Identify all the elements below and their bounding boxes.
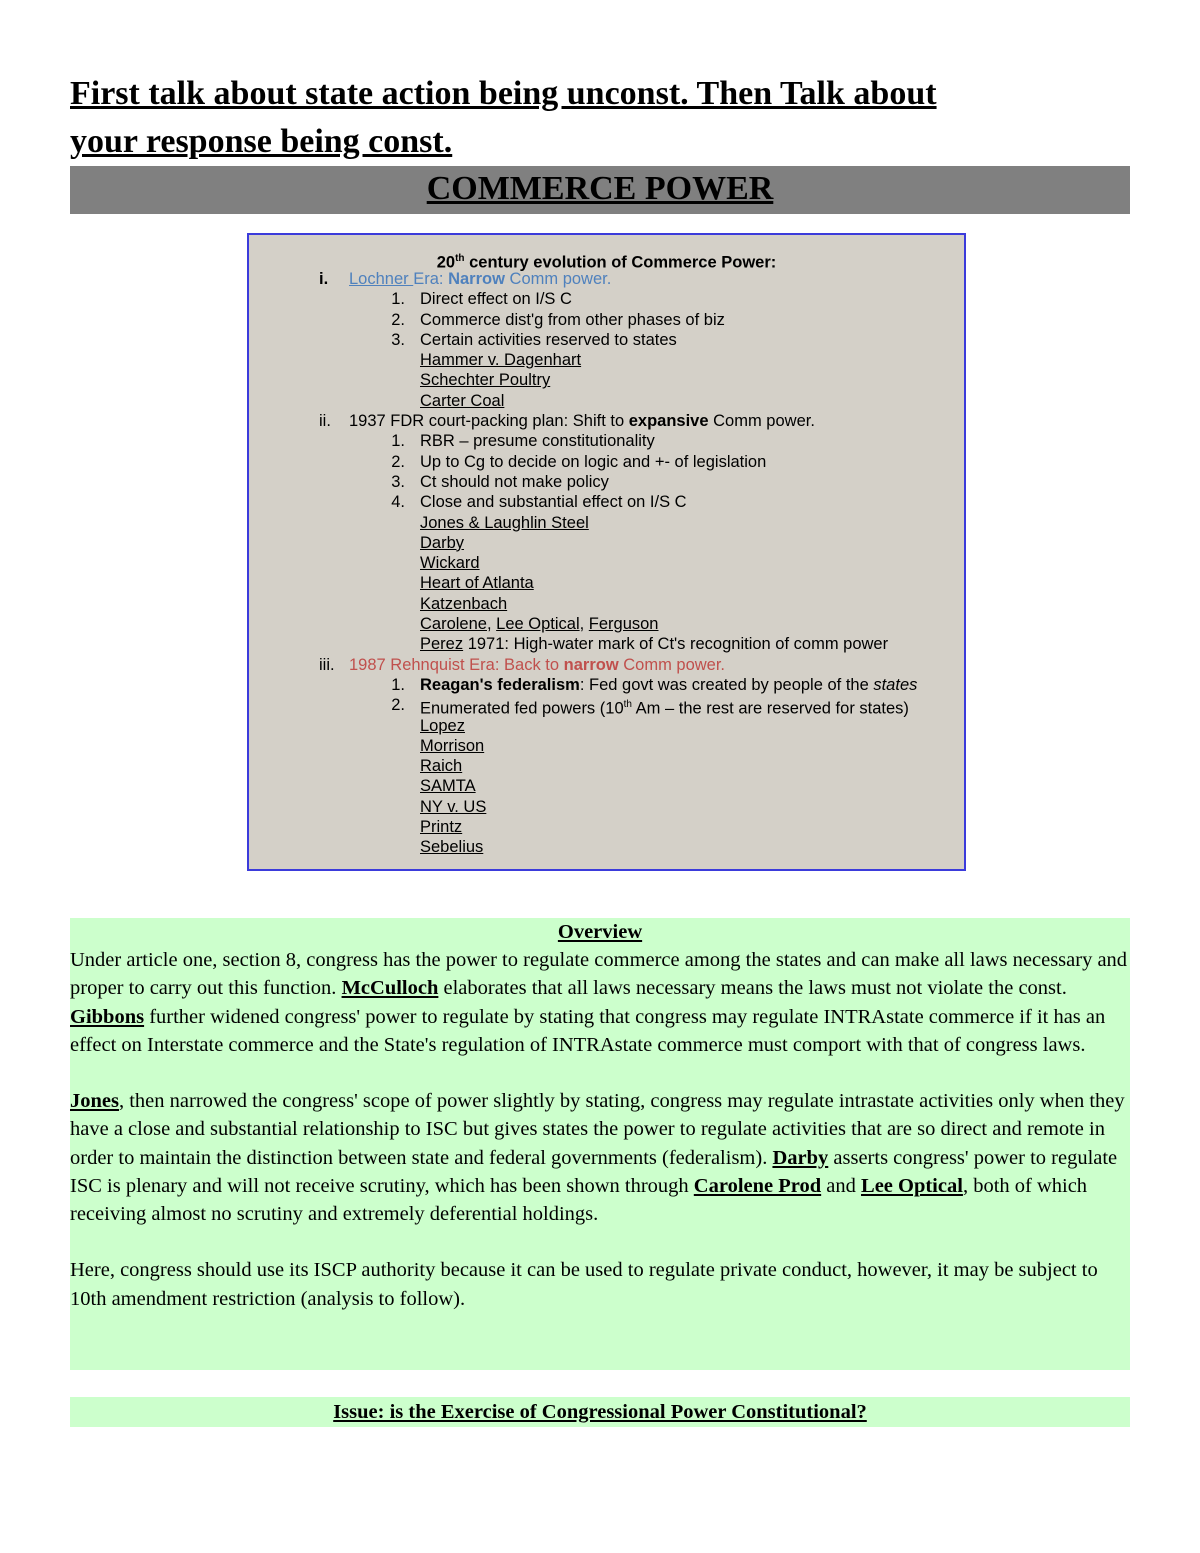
case-link[interactable]: McCulloch (341, 977, 439, 1000)
case-item (249, 391, 964, 411)
case-link[interactable]: Wickard (420, 554, 480, 573)
case-link[interactable]: Darby (420, 533, 465, 552)
case-link[interactable]: Printz (420, 818, 463, 837)
era-rehnquist: iii. 1987 Rehnquist Era: Back to narrow Comm power. (319, 655, 726, 674)
case-link[interactable]: Morrison (420, 736, 485, 755)
case-link[interactable]: Lopez (420, 716, 465, 735)
case-link[interactable]: Jones (70, 1090, 119, 1113)
case-item (249, 573, 964, 593)
case-item (249, 716, 964, 736)
list-item: 2. Enumerated fed powers (10th Am – the rest are reserved for states) (391, 696, 909, 718)
case-link[interactable]: Carolene (420, 615, 487, 634)
case-link[interactable]: Perez (420, 635, 464, 654)
case-item (249, 817, 964, 837)
case-link[interactable]: Hammer v. Dagenhart (420, 351, 582, 370)
instruction-line-2: your response being const. (70, 123, 453, 160)
era-fdr: ii. 1937 FDR court-packing plan: Shift to expansive Comm power. (319, 412, 815, 431)
case-item: Perez 1971: High-water mark of Ct's recognition of comm power (420, 635, 889, 654)
case-item (249, 736, 964, 756)
case-link[interactable]: NY v. US (420, 797, 487, 816)
list-item: 3. Certain activities reserved to states (391, 330, 677, 349)
case-link[interactable]: SAMTA (420, 777, 476, 796)
case-link[interactable]: Katzenbach (420, 594, 508, 613)
list-item: 1. RBR – presume constitutionality (391, 432, 655, 451)
case-item (249, 513, 964, 533)
case-link[interactable]: Heart of Atlanta (420, 574, 534, 593)
case-link[interactable]: Darby (772, 1146, 829, 1169)
overview-paragraph-2: Jones, then narrowed the congress' scope of power slightly by stating, congress may regulate intrastate activities only when they have a close and substantial relationship to ISC but gives states the power to regulate activities that are so direct and remote in order to maintain the distinction between state and federal governments (federalism). Darby asserts congress' power to regulate ISC is plenary and will not receive scrutiny, which has been shown through Carolene Prod and Lee Optical, both of which receiving almost no scrutiny and extremely deferential holdings. (70, 1090, 1125, 1226)
overview-paragraph-1: Under article one, section 8, congress has the power to regulate commerce among the states and can make all laws necessary and proper to carry out this function. McCulloch elaborates that all laws necessary means the laws must not violate the const. Gibbons further widened congress' power to regulate by stating that congress may regulate INTRAstate commerce if it has an effect on Interstate commerce and the State's regulation of INTRAstate commerce must comport with that of congress laws. (70, 949, 1128, 1056)
case-item (249, 350, 964, 370)
case-link[interactable]: Jones & Laughlin Steel (420, 513, 589, 532)
case-item (249, 776, 964, 796)
overview-section (70, 918, 1130, 1370)
overview-title: Overview (557, 921, 643, 943)
case-link[interactable]: Lee Optical (861, 1174, 963, 1197)
instruction-line-1: First talk about state action being unconst. Then Talk about (70, 75, 937, 112)
case-link[interactable]: Carolene Prod (693, 1174, 822, 1197)
case-item: Carolene, Lee Optical, Ferguson (420, 615, 659, 634)
document-page (70, 70, 1130, 1423)
era-lochner: i. Lochner Era: Narrow Comm power. (319, 270, 612, 288)
list-item: 3. Ct should not make policy (391, 472, 609, 491)
case-link[interactable]: Ferguson (588, 615, 659, 634)
case-item (249, 756, 964, 776)
case-item (249, 837, 964, 857)
list-item: 2. Commerce dist'g from other phases of biz (391, 310, 725, 329)
list-item: 1. Reagan's federalism: Fed govt was created by people of the states (391, 675, 918, 694)
list-item: 1. Direct effect on I/S C (391, 290, 572, 309)
case-item (249, 553, 964, 573)
overview-paragraph-3: Here, congress should use its ISCP authority because it can be used to regulate private conduct, however, it may be subject to 10th amendment restriction (analysis to follow). (70, 1259, 1098, 1310)
commerce-power-banner: COMMERCE POWER (70, 166, 1130, 214)
case-item (249, 370, 964, 390)
case-link[interactable]: Schechter Poultry (420, 371, 551, 390)
commerce-evolution-box (247, 233, 966, 871)
case-item (249, 594, 964, 614)
case-link[interactable]: Lee Optical (496, 615, 580, 634)
list-item: 2. Up to Cg to decide on logic and +- of legislation (391, 452, 767, 471)
instruction-heading (70, 70, 1130, 166)
list-item: 4. Close and substantial effect on I/S C (391, 493, 687, 512)
evolution-title: 20th century evolution of Commerce Power: (436, 253, 777, 272)
case-link[interactable]: Sebelius (420, 838, 484, 857)
case-link[interactable]: Raich (420, 757, 463, 776)
case-item (249, 533, 964, 553)
case-item (249, 797, 964, 817)
lochner-link[interactable]: Lochner (349, 270, 414, 288)
case-link[interactable]: Carter Coal (420, 391, 505, 410)
case-link[interactable]: Gibbons (70, 1005, 145, 1028)
issue-heading: Issue: is the Exercise of Congressional Power Constitutional? (70, 1397, 1130, 1427)
